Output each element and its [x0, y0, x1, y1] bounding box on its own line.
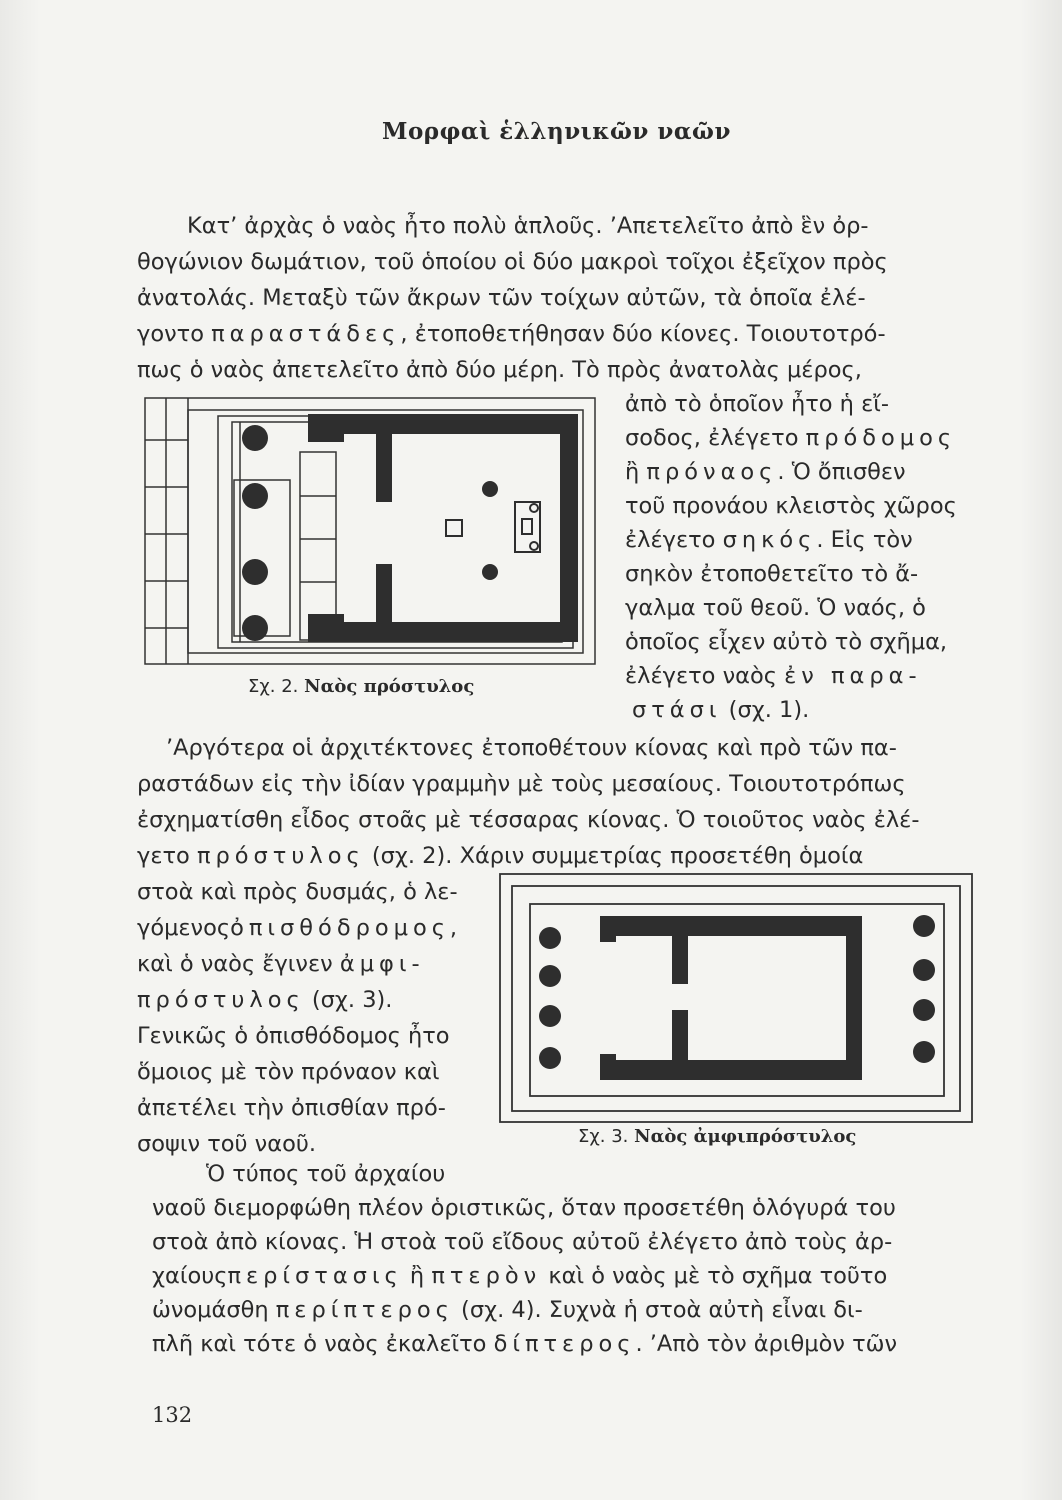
- text-line: γόμενοςὀπισθόδρομος,: [137, 915, 463, 941]
- text-line: ὁποῖος εἶχεν αὐτὸ τὸ σχῆμα,: [625, 629, 948, 655]
- text-line: ὠνομάσθη περίπτερος (σχ. 4). Συχνὰ ἡ στοὰ αὐτὴ εἶναι δι-: [152, 1297, 863, 1323]
- figure-caption: Σχ. 2. Ναὸς πρόστυλος: [248, 676, 475, 697]
- text-line: ἐσχηματίσθη εἶδος στοᾶς μὲ τέσσαρας κίονας. Ὁ τοιοῦτος ναὸς ἐλέ-: [137, 807, 920, 833]
- text-line: ναοῦ διεμορφώθη πλέον ὁριστικῶς, ὅταν προσετέθη ὁλόγυρά του: [152, 1195, 896, 1221]
- text-line: πρόστυλος (σχ. 3).: [137, 987, 393, 1013]
- figure-prostyle-plan: [140, 392, 600, 674]
- text-line: Γενικῶς ὁ ὀπισθόδομος ἦτο: [137, 1023, 450, 1049]
- text-line: ἀνατολάς. Μεταξὺ τῶν ἄκρων τῶν τοίχων αὐτῶν, τὰ ὁποῖα ἐλέ-: [137, 285, 866, 311]
- text-line: ραστάδων εἰς τὴν ἰδίαν γραμμὴν μὲ τοὺς μεσαίους. Τοιουτοτρόπως: [137, 771, 906, 797]
- text-line: πλῆ καὶ τότε ὁ ναὸς ἐκαλεῖτο δίπτερος. ’Απὸ τὸν ἀριθμὸν τῶν: [152, 1331, 898, 1357]
- figure-caption: Σχ. 3. Ναὸς ἀμφιπρόστυλος: [578, 1126, 857, 1147]
- text-line: ἢ πρόναος. Ὁ ὄπισθεν: [625, 459, 906, 485]
- text-line: σοψιν τοῦ ναοῦ.: [137, 1131, 317, 1157]
- page-number: 132: [152, 1403, 193, 1427]
- text-line: καὶ ὁ ναὸς ἔγινεν ἀμφι-: [137, 951, 425, 977]
- text-line: θογώνιον δωμάτιον, τοῦ ὁποίου οἱ δύο μακροὶ τοῖχοι ἐξεῖχον πρὸς: [137, 249, 888, 275]
- text-line: γετο πρόστυλος (σχ. 2). Χάριν συμμετρίας προσετέθη ὁμοία: [137, 843, 864, 869]
- text-line: στάσι (σχ. 1).: [632, 697, 810, 723]
- text-line: ὅμοιος μὲ τὸν πρόναον καὶ: [137, 1059, 440, 1085]
- text-line: πως ὁ ναὸς ἀπετελεῖτο ἀπὸ δύο μέρη. Τὸ πρὸς ἀνατολὰς μέρος,: [137, 357, 862, 383]
- text-line: στοὰ ἀπὸ κίονας. Ἡ στοὰ τοῦ εἴδους αὐτοῦ ἐλέγετο ἀπὸ τοὺς ἀρ-: [152, 1229, 893, 1255]
- text-line: γαλμα τοῦ θεοῦ. Ὁ ναός, ὁ: [625, 595, 926, 621]
- text-line: ’Αργότερα οἱ ἀρχιτέκτονες ἐτοποθέτουν κίονας καὶ πρὸ τῶν πα-: [166, 735, 897, 761]
- figure-amphiprostyle-plan: [496, 870, 976, 1128]
- text-line: χαίουςπερίστασις ἢ πτερὸν καὶ ὁ ναὸς μὲ τὸ σχῆμα τοῦτο: [152, 1263, 888, 1289]
- text-line: ἀπετέλει τὴν ὀπισθίαν πρό-: [137, 1095, 446, 1121]
- text-line: ἀπὸ τὸ ὁποῖον ἦτο ἡ εἴ-: [625, 391, 889, 417]
- text-line: Ὁ τύπος τοῦ ἀρχαίου: [206, 1161, 446, 1187]
- text-line: ἐλέγετο σηκός. Εἰς τὸν: [625, 527, 913, 553]
- text-line: στοὰ καὶ πρὸς δυσμάς, ὁ λε-: [137, 879, 458, 905]
- text-line: ἐλέγετο ναὸς ἐν παρα-: [625, 663, 922, 689]
- text-line: σοδος, ἐλέγετο πρόδομος: [625, 425, 957, 451]
- text-line: σηκὸν ἐτοποθετεῖτο τὸ ἄ-: [625, 561, 919, 587]
- text-line: γοντο παραστάδες, ἐτοποθετήθησαν δύο κίονες. Τοιουτοτρό-: [137, 321, 886, 347]
- text-line: Κατ’ ἀρχὰς ὁ ναὸς ἦτο πολὺ ἁπλοῦς. ’Απετελεῖτο ἀπὸ ἓν ὀρ-: [187, 213, 869, 239]
- page-title: Μορφαὶ ἑλληνικῶν ναῶν: [382, 118, 731, 145]
- text-line: τοῦ προνάου κλειστὸς χῶρος: [625, 493, 957, 519]
